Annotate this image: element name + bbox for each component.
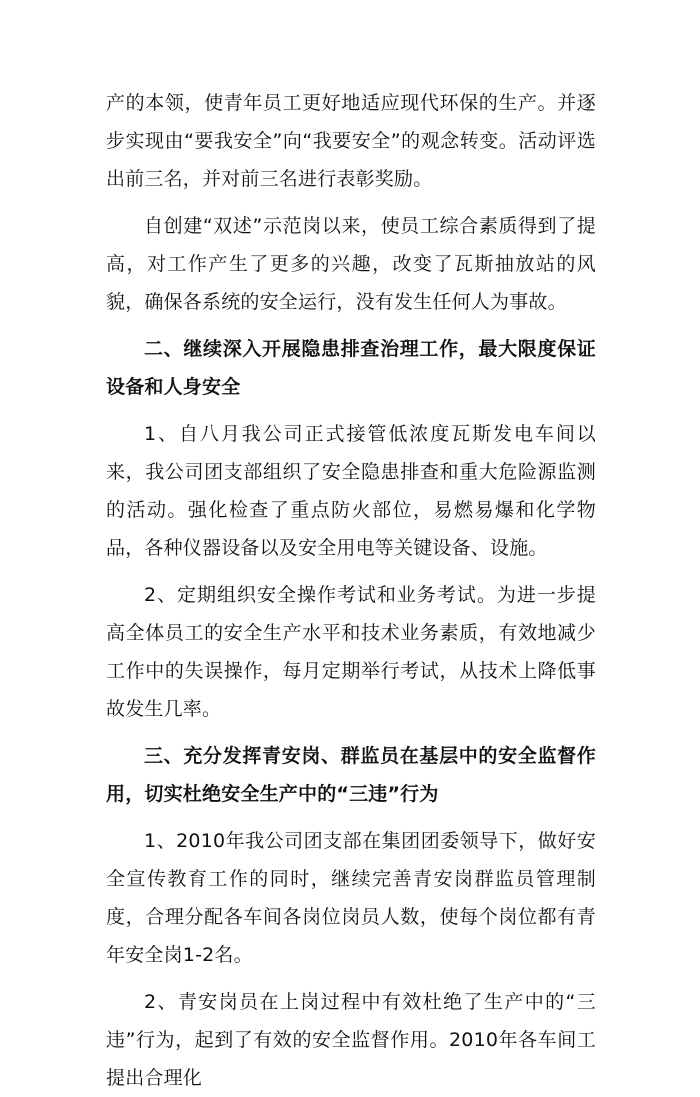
section-heading-2: 二、继续深入开展隐患排查治理工作，最大限度保证设备和人身安全	[106, 338, 596, 398]
section-heading-3: 三、充分发挥青安岗、群监员在基层中的安全监督作用，切实杜绝安全生产中的“三违”行为	[106, 745, 596, 805]
paragraph-2: 自创建“双述”示范岗以来，使员工综合素质得到了提高，对工作产生了更多的兴趣，改变了瓦斯抽放站的风貌，确保各系统的安全运行，没有发生任何人为事故。	[106, 215, 596, 313]
paragraph-6: 2、青安岗员在上岗过程中有效杜绝了生产中的“三违”行为，起到了有效的安全监督作用。2010年各车间工提出合理化	[106, 991, 596, 1089]
paragraph-5: 1、2010年我公司团支部在集团团委领导下，做好安全宣传教育工作的同时，继续完善青安岗群监员管理制度，合理分配各车间各岗位岗员人数，使每个岗位都有青年安全岗1-2名。	[106, 830, 596, 966]
paragraph-3: 1、自八月我公司正式接管低浓度瓦斯发电车间以来，我公司团支部组织了安全隐患排查和重大危险源监测的活动。强化检查了重点防火部位，易燃易爆和化学物品，各种仪器设备以及安全用电等关键设备、设施。	[106, 423, 596, 559]
paragraph-4: 2、定期组织安全操作考试和业务考试。为进一步提高全体员工的安全生产水平和技术业务素质，有效地减少工作中的失误操作，每月定期举行考试，从技术上降低事故发生几率。	[106, 584, 596, 720]
paragraph-1: 产的本领，使青年员工更好地适应现代环保的生产。并逐步实现由“要我安全”向“我要安全”的观念转变。活动评选出前三名，并对前三名进行表彰奖励。	[106, 92, 596, 190]
